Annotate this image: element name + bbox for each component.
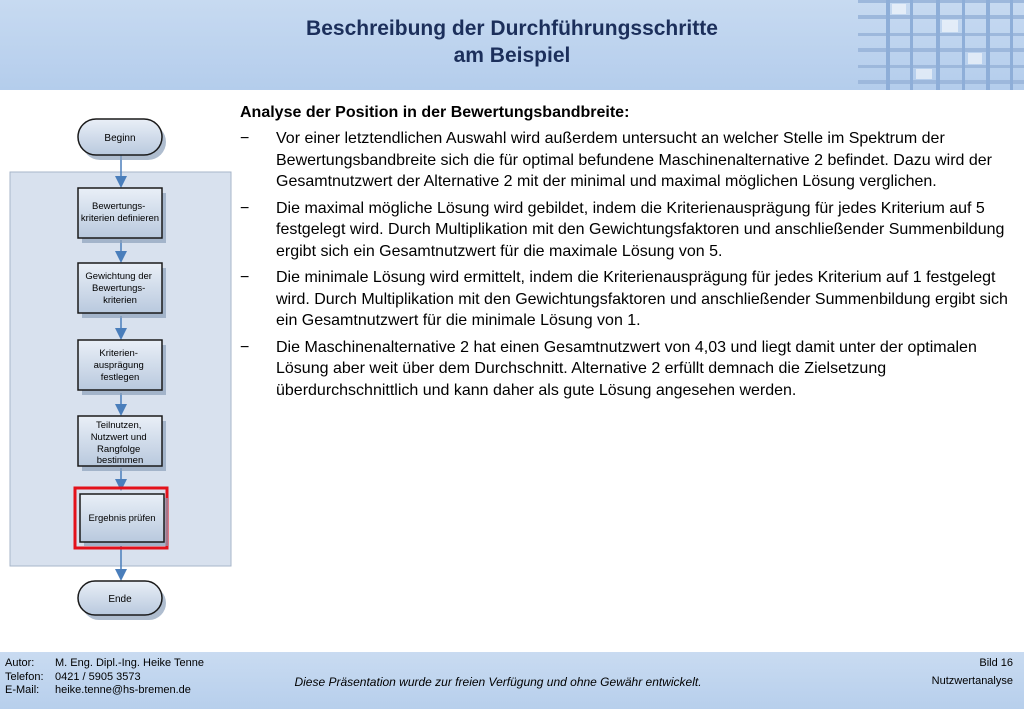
flow-step-label: Teilnutzen, xyxy=(95,420,142,431)
flow-step-label: Ergebnis prüfen xyxy=(88,513,156,524)
bullet-list xyxy=(240,128,1010,401)
flow-step-label: Ende xyxy=(108,594,132,605)
flow-step-label: kriterien xyxy=(103,295,137,306)
email-label: E-Mail: xyxy=(5,684,40,696)
flow-step-label: ausprägung xyxy=(93,360,144,371)
flow-step-label: Rangfolge xyxy=(97,444,141,455)
flow-step-end xyxy=(78,581,166,620)
flow-step-criteria-define xyxy=(78,188,166,243)
decorative-grid-icon xyxy=(858,0,1024,90)
flow-step-label: Kriterien- xyxy=(99,348,138,359)
list-item xyxy=(240,267,1010,332)
bullet-marker: − xyxy=(240,269,250,286)
slide-title xyxy=(212,15,812,69)
svg-text:Kriterien- ausprägung xyxy=(94,348,147,383)
list-item xyxy=(240,198,1010,263)
svg-text:Ergebnis prüfen xyxy=(88,513,155,524)
flow-step-label: Beginn xyxy=(104,133,136,144)
flow-step-label: Bewertungs- xyxy=(92,283,146,294)
flow-step-label: bestimmen xyxy=(96,455,144,466)
process-flowchart xyxy=(0,100,240,640)
author-value: M. Eng. Dipl.-Ing. Heike Tenne xyxy=(55,657,204,669)
author-label: Autor: xyxy=(5,657,35,669)
svg-text:Bewertungs- kriterien de xyxy=(81,201,159,224)
bullet-text: Vor einer letztendlichen Auswahl wird außerdem untersucht an welcher Stelle im Spektrum der Bewertungsbandbreite sich die für optimal befundene Maschinenalternative 2 befindet. Dazu wird der Gesamtnutzwert der Alternative 2 mit der minimal und maximal möglichen Lösung verglichen. xyxy=(276,130,992,190)
flow-step-beginn xyxy=(78,119,166,160)
list-item xyxy=(240,337,1010,402)
flow-step-label: Gewichtung der xyxy=(85,271,152,282)
bullet-marker: − xyxy=(240,130,250,147)
svg-text:Beginn xyxy=(104,133,135,144)
flow-step-label: Nutzwert und xyxy=(90,432,147,443)
phone-label: Telefon: xyxy=(5,670,44,683)
email-value: heike.tenne@hs-bremen.de xyxy=(55,684,191,696)
main-content xyxy=(240,102,1010,406)
bullet-text: Die minimale Lösung wird ermittelt, indem die Kriterienausprägung für jedes Kriterium auf 1 festgelegt wird. Durch Multiplikation mit den Gewichtungsfaktoren und anschließender Summenbildung ergibt sich ein Gesamtnutzwert für die minimale Lösung von 1. xyxy=(276,269,1008,329)
flow-step-characteristic xyxy=(78,340,166,395)
bullet-text: Die Maschinenalternative 2 hat einen Gesamtnutzwert von 4,03 und liegt damit unter der optimalen Lösung aber weit über dem Durchschnitt. Alternative 2 erfüllt demnach die Zielsetzung überdurchschnittlich und kann daher als gute Lösung angesehen werden. xyxy=(276,338,977,399)
flow-step-label: festlegen xyxy=(100,372,140,383)
slide-header xyxy=(0,0,1024,90)
flow-step-label: kriterien definieren xyxy=(80,213,160,224)
list-item xyxy=(240,128,1010,193)
flow-step-partial-utility xyxy=(78,416,166,471)
section-heading: Analyse der Position in der Bewertungsbandbreite: xyxy=(240,104,630,121)
bullet-marker: − xyxy=(240,199,250,217)
slide-title-line-1: Beschreibung der Durchführungsschritte xyxy=(306,17,718,40)
disclaimer-text: Diese Präsentation wurde zur freien Verfügung und ohne Gewähr entwickelt. xyxy=(294,675,702,689)
flow-step-weighting xyxy=(78,263,166,318)
phone-value: 0421 / 5905 3573 xyxy=(55,670,141,683)
slide-footer xyxy=(0,652,1024,709)
author-info xyxy=(5,657,204,698)
svg-text:Ende xyxy=(108,594,132,605)
slide-topic: Nutzwertanalyse xyxy=(931,675,1013,687)
flow-step-label: Bewertungs- xyxy=(92,201,146,212)
slide-title-line-2: am Beispiel xyxy=(453,44,571,67)
flow-step-check-result xyxy=(75,488,168,548)
bullet-marker: − xyxy=(240,338,250,356)
bullet-text: Die maximal mögliche Lösung wird gebildet, indem die Kriterienausprägung für jedes Kriterium auf 5 festgelegt wird. Durch Multiplikation mit den Gewichtungsfaktoren und anschließender Summenbildung ergibt sich ein Gesamtnutzwert für die maximale Lösung von 5. xyxy=(276,199,1005,260)
slide-number: Bild 16 xyxy=(979,657,1013,669)
